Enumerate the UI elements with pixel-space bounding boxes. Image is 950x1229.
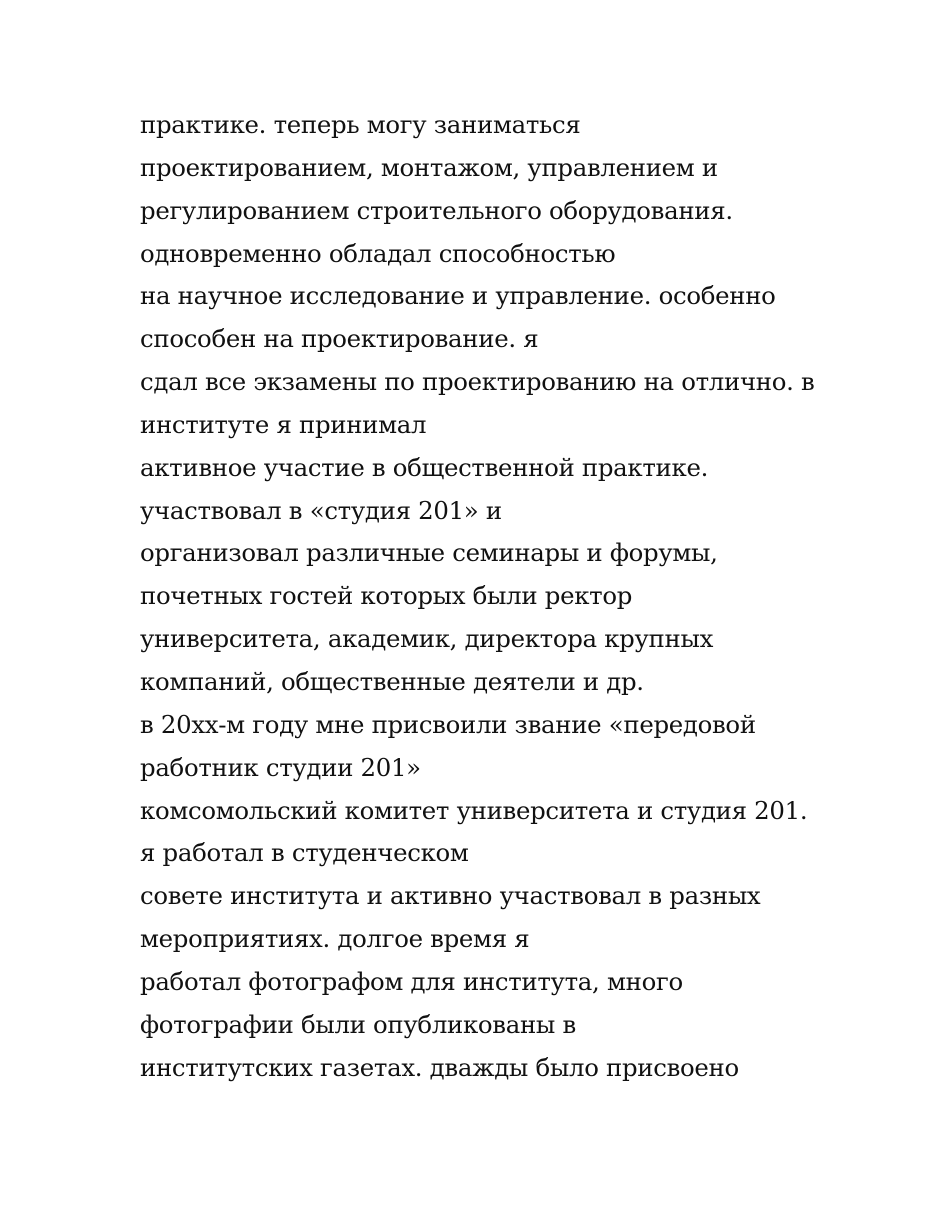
text-line: одновременно обладал способностью: [140, 238, 616, 268]
text-line: я работал в студенческом: [140, 838, 469, 868]
text-line: способен на проектирование. я: [140, 324, 539, 354]
body-text: [140, 104, 840, 1089]
text-line: на научное исследование и управление. особенно: [140, 281, 776, 311]
text-line: мероприятиях. долгое время я: [140, 924, 530, 954]
text-line: активное участие в общественной практике.: [140, 452, 709, 482]
text-line: сдал все экзамены по проектированию на отлично. в: [140, 367, 815, 397]
text-line: регулированием строительного оборудования.: [140, 195, 733, 225]
text-line: работник студии 201»: [140, 752, 421, 782]
text-line: университета, академик, директора крупных: [140, 624, 714, 654]
text-line: совете института и активно участвовал в разных: [140, 881, 761, 911]
text-line: работал фотографом для института, много: [140, 966, 683, 996]
text-line: комсомольский комитет университета и студия 201.: [140, 795, 808, 825]
text-line: институте я принимал: [140, 409, 427, 439]
text-line: участвовал в «студия 201» и: [140, 495, 502, 525]
text-line: институтских газетах. дважды было присвоено: [140, 1052, 739, 1082]
text-line: в 20хх-м году мне присвоили звание «передовой: [140, 709, 756, 739]
text-line: проектированием, монтажом, управлением и: [140, 152, 718, 182]
text-line: фотографии были опубликованы в: [140, 1009, 576, 1039]
text-line: почетных гостей которых были ректор: [140, 581, 633, 611]
text-line: организовал различные семинары и форумы,: [140, 538, 718, 568]
text-line: практике. теперь могу заниматься: [140, 110, 581, 139]
text-line: компаний, общественные деятели и др.: [140, 666, 644, 696]
